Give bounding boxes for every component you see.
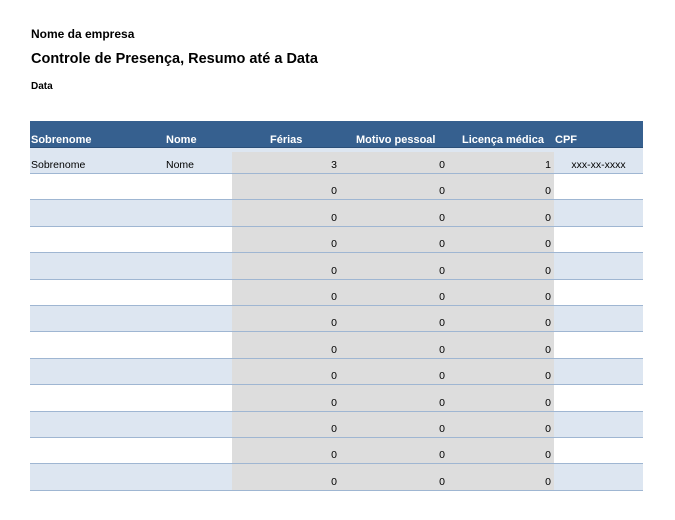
- last-name-cell[interactable]: [31, 200, 161, 225]
- vacation-cell-text: 0: [331, 422, 337, 435]
- personal-cell-text: 0: [439, 343, 445, 356]
- vacation-cell-text: 0: [331, 370, 337, 383]
- first-name-cell-text: Nome: [166, 159, 195, 171]
- column-header-last-name[interactable]: Sobrenome: [31, 134, 92, 146]
- sick-leave-cell-text: 0: [545, 264, 551, 277]
- sick-leave-cell[interactable]: [445, 152, 551, 173]
- personal-cell[interactable]: [337, 174, 445, 199]
- column-header-sick-leave[interactable]: Licença médica: [462, 134, 544, 146]
- sick-leave-cell-text: 0: [545, 238, 551, 251]
- first-name-cell[interactable]: [166, 438, 232, 463]
- sick-leave-cell-text: 0: [545, 449, 551, 462]
- last-name-cell[interactable]: [31, 152, 161, 173]
- table-header-row: [30, 121, 643, 148]
- company-name: Nome da empresa: [31, 27, 135, 41]
- last-name-cell[interactable]: [31, 253, 161, 278]
- personal-cell-text: 0: [439, 238, 445, 251]
- personal-cell[interactable]: [337, 253, 445, 278]
- personal-cell-text: 0: [439, 211, 445, 224]
- cpf-cell[interactable]: [554, 253, 643, 278]
- first-name-cell[interactable]: [166, 412, 232, 437]
- vacation-cell-text: 0: [331, 238, 337, 251]
- personal-cell[interactable]: [337, 332, 445, 357]
- last-name-cell[interactable]: [31, 359, 161, 384]
- vacation-cell-text: 0: [331, 211, 337, 224]
- last-name-cell[interactable]: [31, 280, 161, 305]
- cpf-cell-text: xxx-xx-xxxx: [571, 159, 626, 171]
- vacation-cell-text: 0: [331, 185, 337, 198]
- cpf-cell[interactable]: [554, 385, 643, 410]
- sick-leave-cell-text: 0: [545, 290, 551, 303]
- vacation-cell[interactable]: [232, 306, 337, 331]
- date-label: Data: [31, 81, 53, 92]
- vacation-cell[interactable]: [232, 332, 337, 357]
- personal-cell[interactable]: [337, 385, 445, 410]
- first-name-cell[interactable]: [166, 385, 232, 410]
- sick-leave-cell[interactable]: [445, 227, 551, 252]
- sick-leave-cell-text: 0: [545, 211, 551, 224]
- cpf-cell[interactable]: [554, 359, 643, 384]
- personal-cell-text: 0: [439, 264, 445, 277]
- personal-cell[interactable]: [337, 152, 445, 173]
- cpf-cell[interactable]: [554, 306, 643, 331]
- table-row: [30, 200, 643, 226]
- vacation-cell[interactable]: [232, 385, 337, 410]
- table-row: [30, 438, 643, 464]
- personal-cell[interactable]: [337, 359, 445, 384]
- table-row: [30, 306, 643, 332]
- table-row: [30, 280, 643, 306]
- personal-cell[interactable]: [337, 200, 445, 225]
- cpf-cell[interactable]: [554, 464, 643, 489]
- cpf-cell[interactable]: [554, 332, 643, 357]
- sick-leave-cell[interactable]: [445, 412, 551, 437]
- personal-cell[interactable]: [337, 280, 445, 305]
- vacation-cell[interactable]: [232, 227, 337, 252]
- vacation-cell-text: 0: [331, 396, 337, 409]
- sick-leave-cell-text: 1: [545, 159, 551, 171]
- page-title: Controle de Presença, Resumo até a Data: [31, 51, 318, 67]
- last-name-cell[interactable]: [31, 174, 161, 199]
- personal-cell[interactable]: [337, 306, 445, 331]
- first-name-cell[interactable]: [166, 253, 232, 278]
- vacation-cell-text: 0: [331, 317, 337, 330]
- sick-leave-cell[interactable]: [445, 306, 551, 331]
- last-name-cell[interactable]: [31, 438, 161, 463]
- vacation-cell[interactable]: [232, 412, 337, 437]
- personal-cell-text: 0: [439, 159, 445, 171]
- vacation-cell[interactable]: [232, 253, 337, 278]
- sick-leave-cell[interactable]: [445, 253, 551, 278]
- cpf-cell[interactable]: [554, 174, 643, 199]
- attendance-table: [30, 121, 643, 491]
- table-row: [30, 253, 643, 279]
- first-name-cell[interactable]: [166, 152, 232, 173]
- sick-leave-cell[interactable]: [445, 359, 551, 384]
- table-body: [30, 148, 643, 491]
- vacation-cell[interactable]: [232, 174, 337, 199]
- vacation-cell-text: 0: [331, 264, 337, 277]
- table-row: [30, 359, 643, 385]
- personal-cell-text: 0: [439, 449, 445, 462]
- first-name-cell[interactable]: [166, 280, 232, 305]
- first-name-cell[interactable]: [166, 359, 232, 384]
- cpf-cell[interactable]: [554, 412, 643, 437]
- personal-cell[interactable]: [337, 438, 445, 463]
- column-header-cpf[interactable]: CPF: [555, 134, 577, 146]
- cpf-cell[interactable]: [554, 227, 643, 252]
- vacation-cell-text: 0: [331, 290, 337, 303]
- vacation-cell[interactable]: [232, 200, 337, 225]
- table-row: [30, 412, 643, 438]
- sick-leave-cell[interactable]: [445, 280, 551, 305]
- sick-leave-cell-text: 0: [545, 185, 551, 198]
- personal-cell-text: 0: [439, 185, 445, 198]
- vacation-cell[interactable]: [232, 152, 337, 173]
- last-name-cell-text: Sobrenome: [31, 159, 86, 171]
- personal-cell[interactable]: [337, 412, 445, 437]
- last-name-cell[interactable]: [31, 385, 161, 410]
- first-name-cell[interactable]: [166, 200, 232, 225]
- table-row: [30, 174, 643, 200]
- personal-cell-text: 0: [439, 475, 445, 488]
- column-header-personal[interactable]: Motivo pessoal: [356, 134, 436, 146]
- sick-leave-cell[interactable]: [445, 332, 551, 357]
- personal-cell-text: 0: [439, 317, 445, 330]
- table-row: [30, 385, 643, 411]
- cpf-cell[interactable]: [554, 280, 643, 305]
- first-name-cell[interactable]: [166, 227, 232, 252]
- sick-leave-cell[interactable]: [445, 438, 551, 463]
- vacation-cell-text: 3: [331, 159, 337, 171]
- personal-cell[interactable]: [337, 464, 445, 489]
- sick-leave-cell-text: 0: [545, 396, 551, 409]
- personal-cell-text: 0: [439, 370, 445, 383]
- sick-leave-cell[interactable]: [445, 200, 551, 225]
- sick-leave-cell-text: 0: [545, 422, 551, 435]
- vacation-cell[interactable]: [232, 464, 337, 489]
- first-name-cell[interactable]: [166, 332, 232, 357]
- first-name-cell[interactable]: [166, 174, 232, 199]
- cpf-cell[interactable]: [554, 438, 643, 463]
- sick-leave-cell[interactable]: [445, 464, 551, 489]
- personal-cell-text: 0: [439, 290, 445, 303]
- vacation-cell-text: 0: [331, 475, 337, 488]
- last-name-cell[interactable]: [31, 227, 161, 252]
- table-row: [30, 148, 643, 174]
- sick-leave-cell-text: 0: [545, 370, 551, 383]
- sick-leave-cell[interactable]: [445, 174, 551, 199]
- vacation-cell[interactable]: [232, 359, 337, 384]
- personal-cell-text: 0: [439, 422, 445, 435]
- personal-cell[interactable]: [337, 227, 445, 252]
- sick-leave-cell-text: 0: [545, 343, 551, 356]
- vacation-cell[interactable]: [232, 280, 337, 305]
- first-name-cell[interactable]: [166, 464, 232, 489]
- personal-cell-text: 0: [439, 396, 445, 409]
- column-header-first-name[interactable]: Nome: [166, 134, 197, 146]
- column-header-vacation[interactable]: Férias: [270, 134, 303, 146]
- table-row: [30, 332, 643, 358]
- sick-leave-cell[interactable]: [445, 385, 551, 410]
- sick-leave-cell-text: 0: [545, 475, 551, 488]
- last-name-cell[interactable]: [31, 306, 161, 331]
- table-row: [30, 464, 643, 490]
- vacation-cell-text: 0: [331, 449, 337, 462]
- vacation-cell-text: 0: [331, 343, 337, 356]
- first-name-cell[interactable]: [166, 306, 232, 331]
- sick-leave-cell-text: 0: [545, 317, 551, 330]
- cpf-cell[interactable]: [554, 152, 643, 173]
- table-row: [30, 227, 643, 253]
- cpf-cell[interactable]: [554, 200, 643, 225]
- vacation-cell[interactable]: [232, 438, 337, 463]
- last-name-cell[interactable]: [31, 412, 161, 437]
- last-name-cell[interactable]: [31, 332, 161, 357]
- last-name-cell[interactable]: [31, 464, 161, 489]
